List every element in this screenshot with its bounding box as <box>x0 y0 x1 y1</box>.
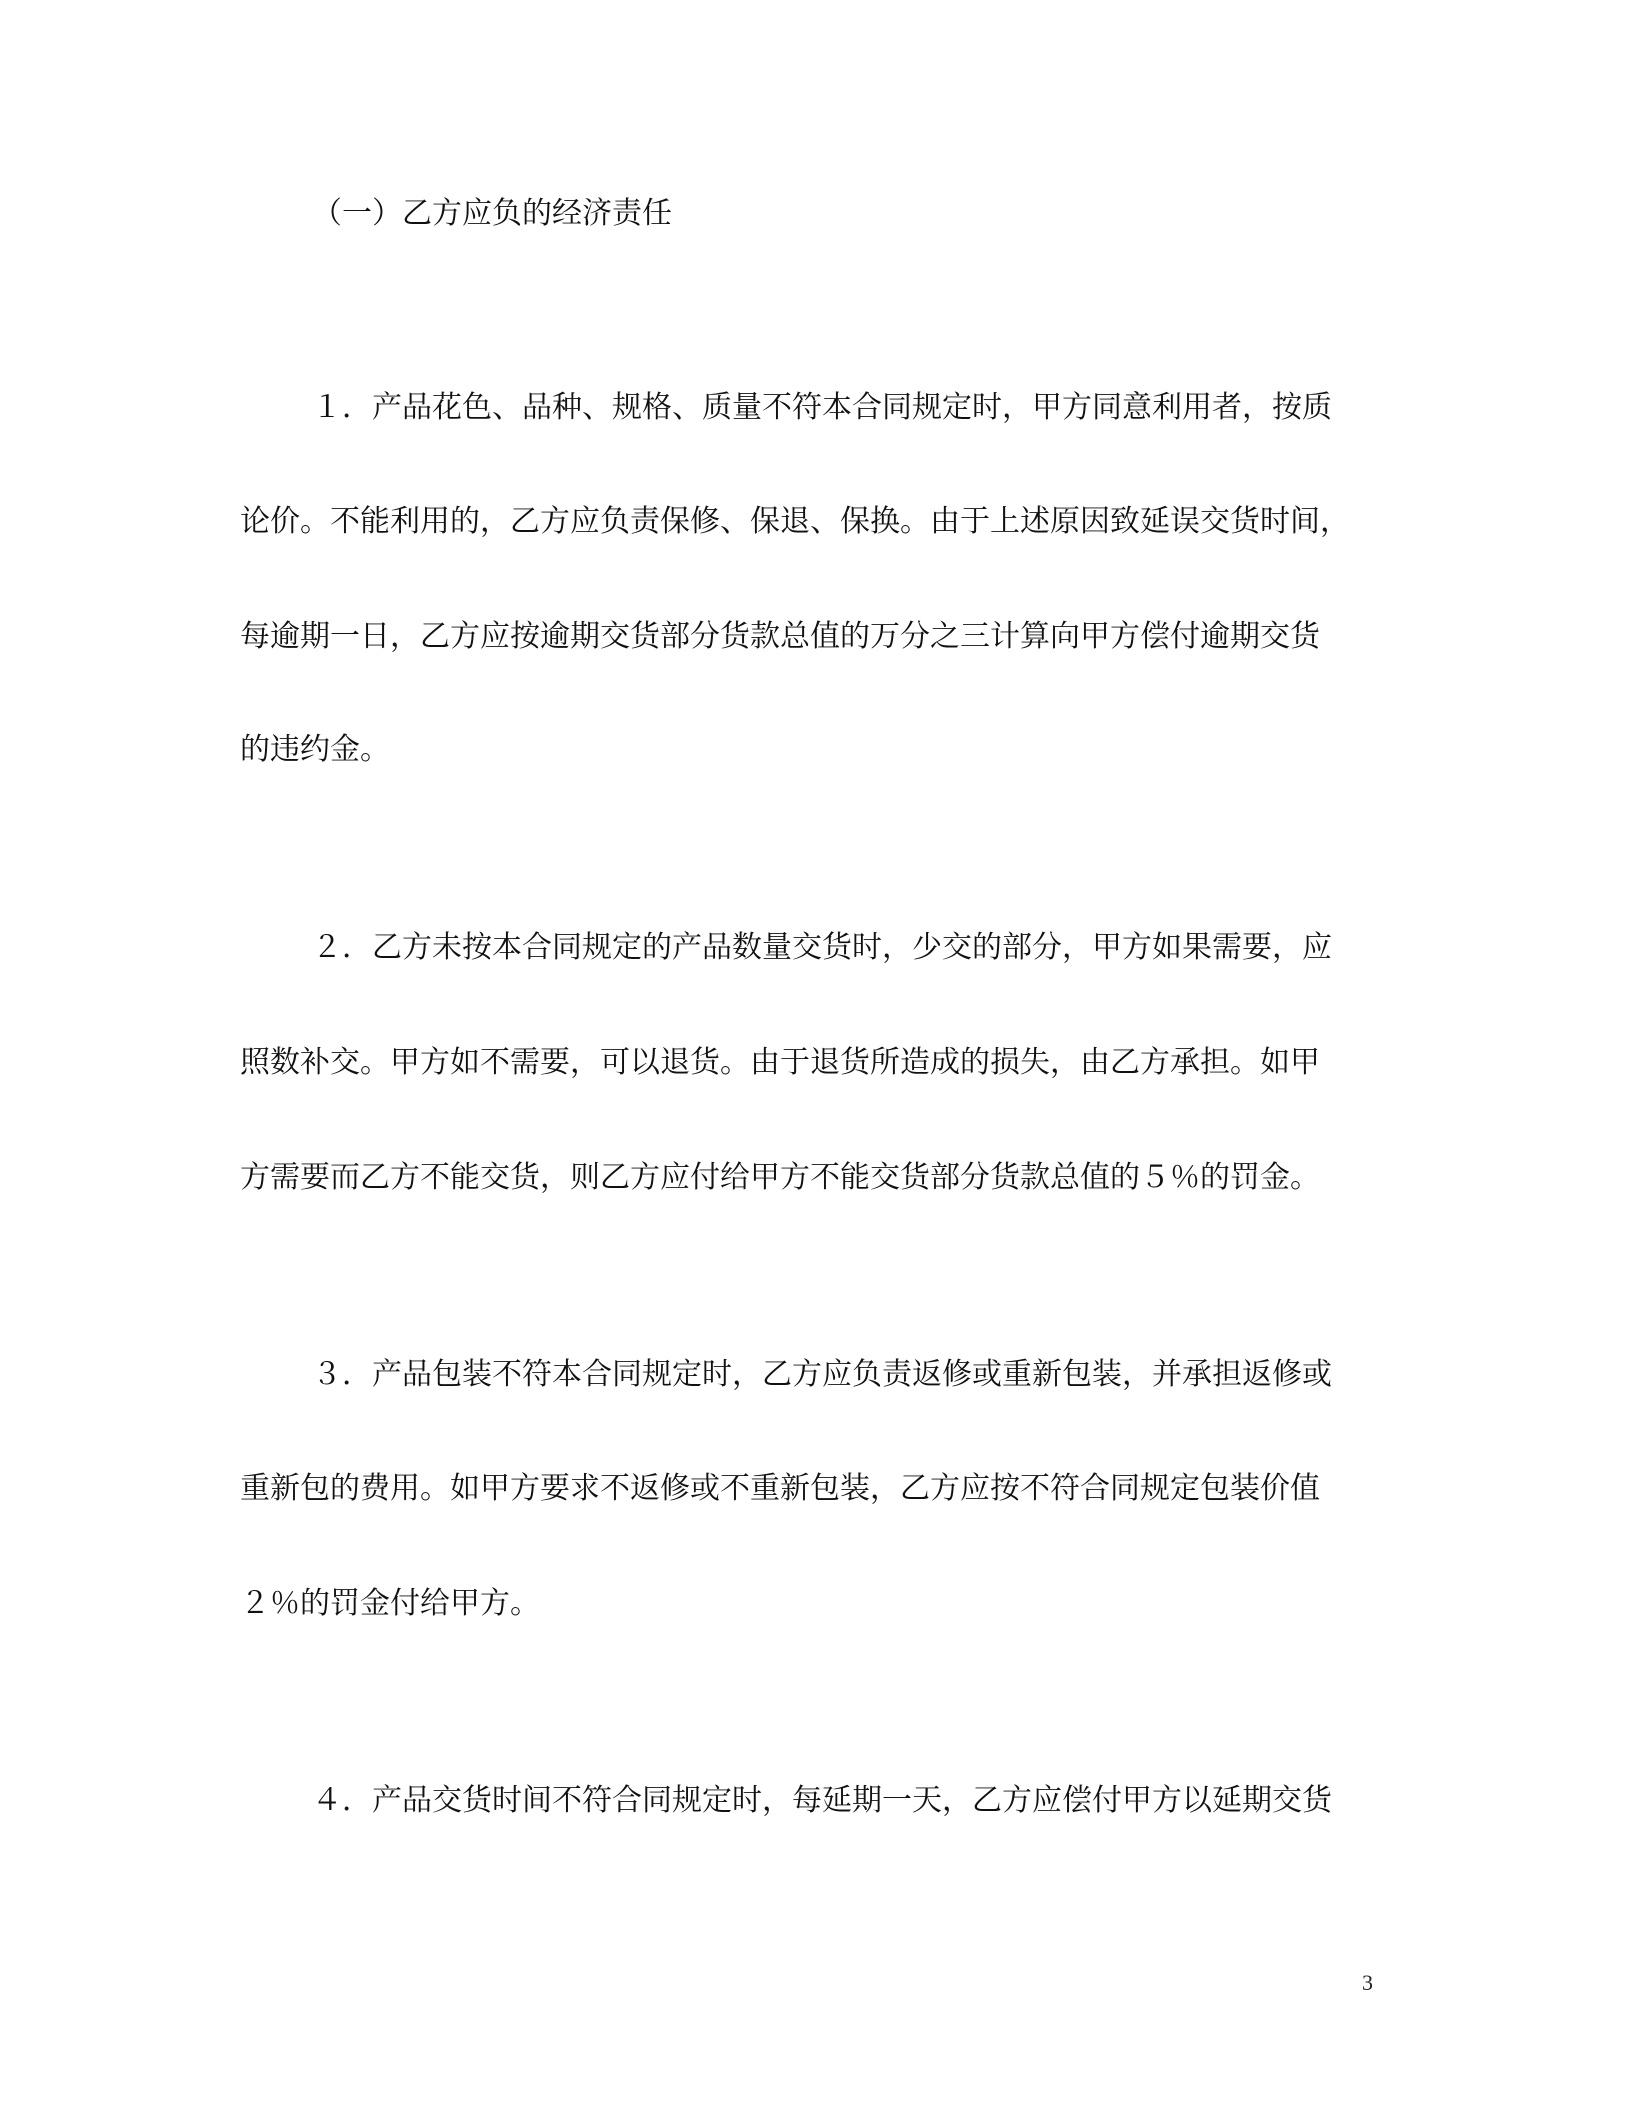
clause-1-line-1: １．产品花色、品种、规格、质量不符本合同规定时，甲方同意利用者，按质 <box>312 390 1332 425</box>
clause-2-line-1: ２．乙方未按本合同规定的产品数量交货时，少交的部分，甲方如果需要，应 <box>312 930 1332 965</box>
page-number: 3 <box>1362 1970 1373 1995</box>
clause-3-line-3: ２％的罚金付给甲方。 <box>240 1586 540 1621</box>
clause-2-line-2: 照数补交。甲方如不需要，可以退货。由于退货所造成的损失，由乙方承担。如甲 <box>240 1045 1320 1080</box>
clause-1-line-3: 每逾期一日，乙方应按逾期交货部分货款总值的万分之三计算向甲方偿付逾期交货 <box>240 619 1320 654</box>
clause-4-line-1: ４．产品交货时间不符合同规定时，每延期一天，乙方应偿付甲方以延期交货 <box>312 1783 1332 1818</box>
clause-1-line-2: 论价。不能利用的，乙方应负责保修、保退、保换。由于上述原因致延误交货时间， <box>240 504 1350 539</box>
clause-3-line-2: 重新包的费用。如甲方要求不返修或不重新包装，乙方应按不符合同规定包装价值 <box>240 1471 1320 1506</box>
clause-3-line-1: ３．产品包装不符本合同规定时，乙方应负责返修或重新包装，并承担返修或 <box>312 1357 1332 1392</box>
clause-1-line-4: 的违约金。 <box>240 732 390 767</box>
clause-2-line-3: 方需要而乙方不能交货，则乙方应付给甲方不能交货部分货款总值的５％的罚金。 <box>240 1160 1320 1195</box>
section-heading: （一）乙方应负的经济责任 <box>312 196 672 231</box>
